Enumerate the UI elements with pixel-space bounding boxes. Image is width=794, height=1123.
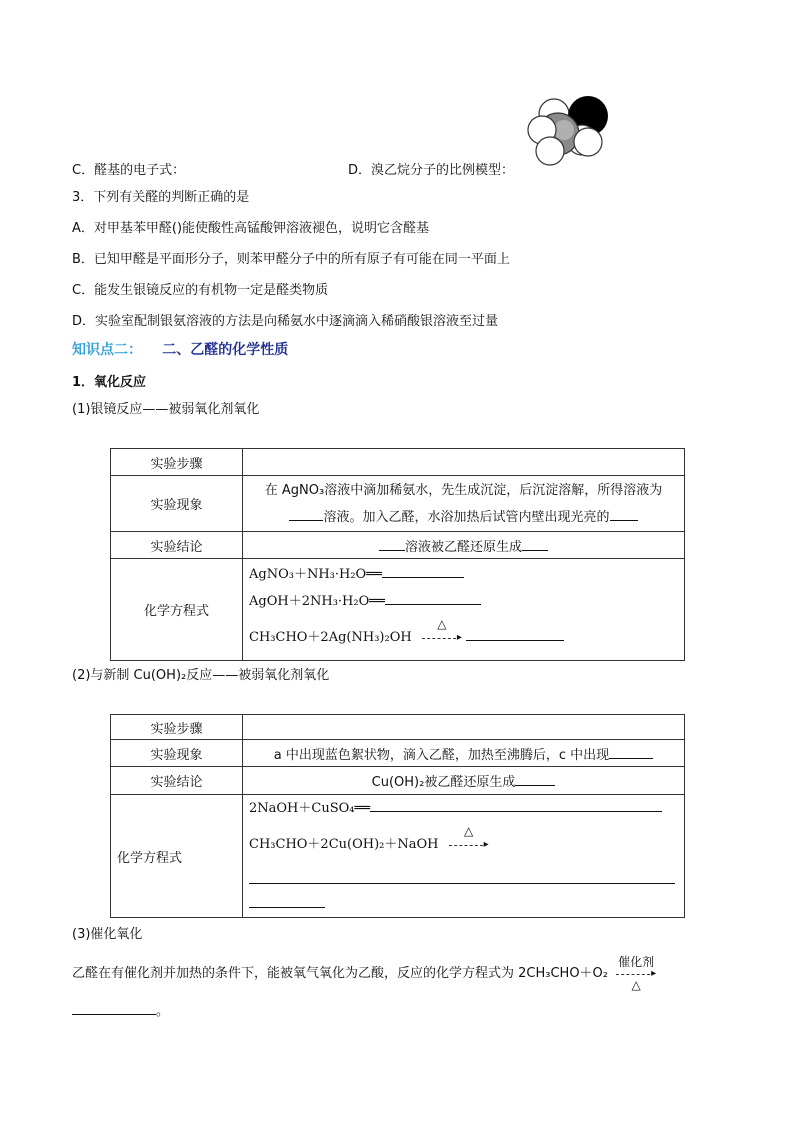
t1-conclusion-label: 实验结论 [111, 532, 243, 559]
t2-steps-label: 实验步骤 [111, 715, 243, 740]
silver-mirror-subheading: (1)银镜反应——被弱氧化剂氧化 [72, 402, 260, 417]
t1-steps-cell [243, 449, 685, 476]
t2-conclusion-cell [243, 767, 685, 795]
blank[interactable] [610, 508, 638, 521]
t1-steps-label: 实验步骤 [111, 449, 243, 476]
section-label: 知识点二： [72, 342, 142, 358]
t2-steps-cell [243, 715, 685, 740]
t1-eq3: CH₃CHO＋2Ag(NH₃)₂OH △ ▸ [249, 626, 564, 645]
t1-phenomenon-line1: 在 AgNO₃溶液中滴加稀氨水，先生成沉淀，后沉淀溶解，所得溶液为 [264, 482, 663, 498]
t1-equation-label: 化学方程式 [111, 559, 243, 661]
t2-conclusion-text: Cu(OH)₂被乙醛还原生成 [371, 775, 516, 790]
t1-phenomenon-line2 [249, 504, 678, 531]
t1-phenomenon-label: 实验现象 [111, 476, 243, 532]
cuoh2-subheading: (2)与新制 Cu(OH)₂反应——被弱氧化剂氧化 [72, 668, 330, 683]
t2-phenomenon-label: 实验现象 [111, 740, 243, 767]
t1-eq1: AgNO₃＋NH₃·H₂O══ [249, 563, 464, 582]
heating-arrow: △ ▸ [449, 838, 489, 852]
catalytic-subheading: (3)催化氧化 [72, 927, 143, 942]
catalytic-oxidation-text: 乙醛在有催化剂并加热的条件下，能被氧气氧化为乙酸，反应的化学方程式为 2CH₃CHO＋O₂ 催化剂 ▸ △ [72, 954, 657, 992]
blank[interactable] [466, 628, 564, 641]
section-header [72, 339, 288, 359]
blank[interactable] [289, 508, 323, 521]
answer-line[interactable] [249, 907, 325, 908]
t2-equation-cell [243, 795, 685, 918]
t1-phenomenon-cell [243, 476, 685, 532]
q3-option-d: D．实验室配制银氨溶液的方法是向稀氨水中逐滴滴入稀硝酸银溶液至过量 [72, 314, 499, 329]
bromoethane-model-image [522, 96, 614, 168]
t1-conclusion-cell [243, 532, 685, 559]
t1-eq2: AgOH＋2NH₃·H₂O══ [249, 590, 481, 609]
t2-conclusion-label: 实验结论 [111, 767, 243, 795]
catalyst-heat-arrow: 催化剂 ▸ △ [618, 954, 657, 992]
silver-mirror-table [110, 448, 685, 661]
cuoh2-table [110, 714, 685, 918]
option-d-bromoethane-model: D．溴乙烷分子的比例模型： [348, 163, 515, 178]
option-c-aldehyde-electron: C．醛基的电子式： [72, 163, 186, 178]
t1-conclusion-text: 溶液被乙醛还原生成 [404, 539, 522, 555]
section-title: 二、乙醛的化学性质 [162, 342, 289, 358]
catalytic-answer-line: 。 [72, 1000, 169, 1019]
t2-phenomenon-text: a 中出现蓝色絮状物，滴入乙醛，加热至沸腾后，c 中出现 [273, 747, 610, 763]
t2-equation-label: 化学方程式 [111, 795, 243, 918]
oxidation-heading: 1．氧化反应 [72, 375, 147, 390]
blank[interactable] [609, 746, 653, 759]
t1-equation-cell [243, 559, 685, 661]
t2-phenomenon-cell [243, 740, 685, 767]
blank[interactable] [515, 773, 555, 786]
answer-line[interactable] [249, 883, 675, 884]
blank[interactable] [522, 538, 548, 551]
q3-option-b: B．已知甲醛是平面形分子，则苯甲醛分子中的所有原子有可能在同一平面上 [72, 252, 510, 267]
blank[interactable] [370, 799, 662, 812]
q3-option-a: A．对甲基苯甲醛()能使酸性高锰酸钾溶液褪色，说明它含醛基 [72, 221, 430, 236]
t2-eq2: CH₃CHO＋2Cu(OH)₂＋NaOH △ ▸ [249, 823, 489, 852]
t2-eq1: 2NaOH＋CuSO₄══ [249, 797, 662, 816]
blank[interactable] [382, 565, 464, 578]
q3-option-c: C．能发生银镜反应的有机物一定是醛类物质 [72, 283, 329, 298]
blank[interactable] [379, 538, 405, 551]
blank[interactable] [72, 1002, 156, 1015]
question-3-stem: 3．下列有关醛的判断正确的是 [72, 190, 250, 205]
blank[interactable] [385, 592, 481, 605]
heating-arrow: △ ▸ [422, 631, 462, 645]
t1-phenomenon-text: 溶液。加入乙醛，水浴加热后试管内壁出现光亮的 [323, 509, 610, 525]
